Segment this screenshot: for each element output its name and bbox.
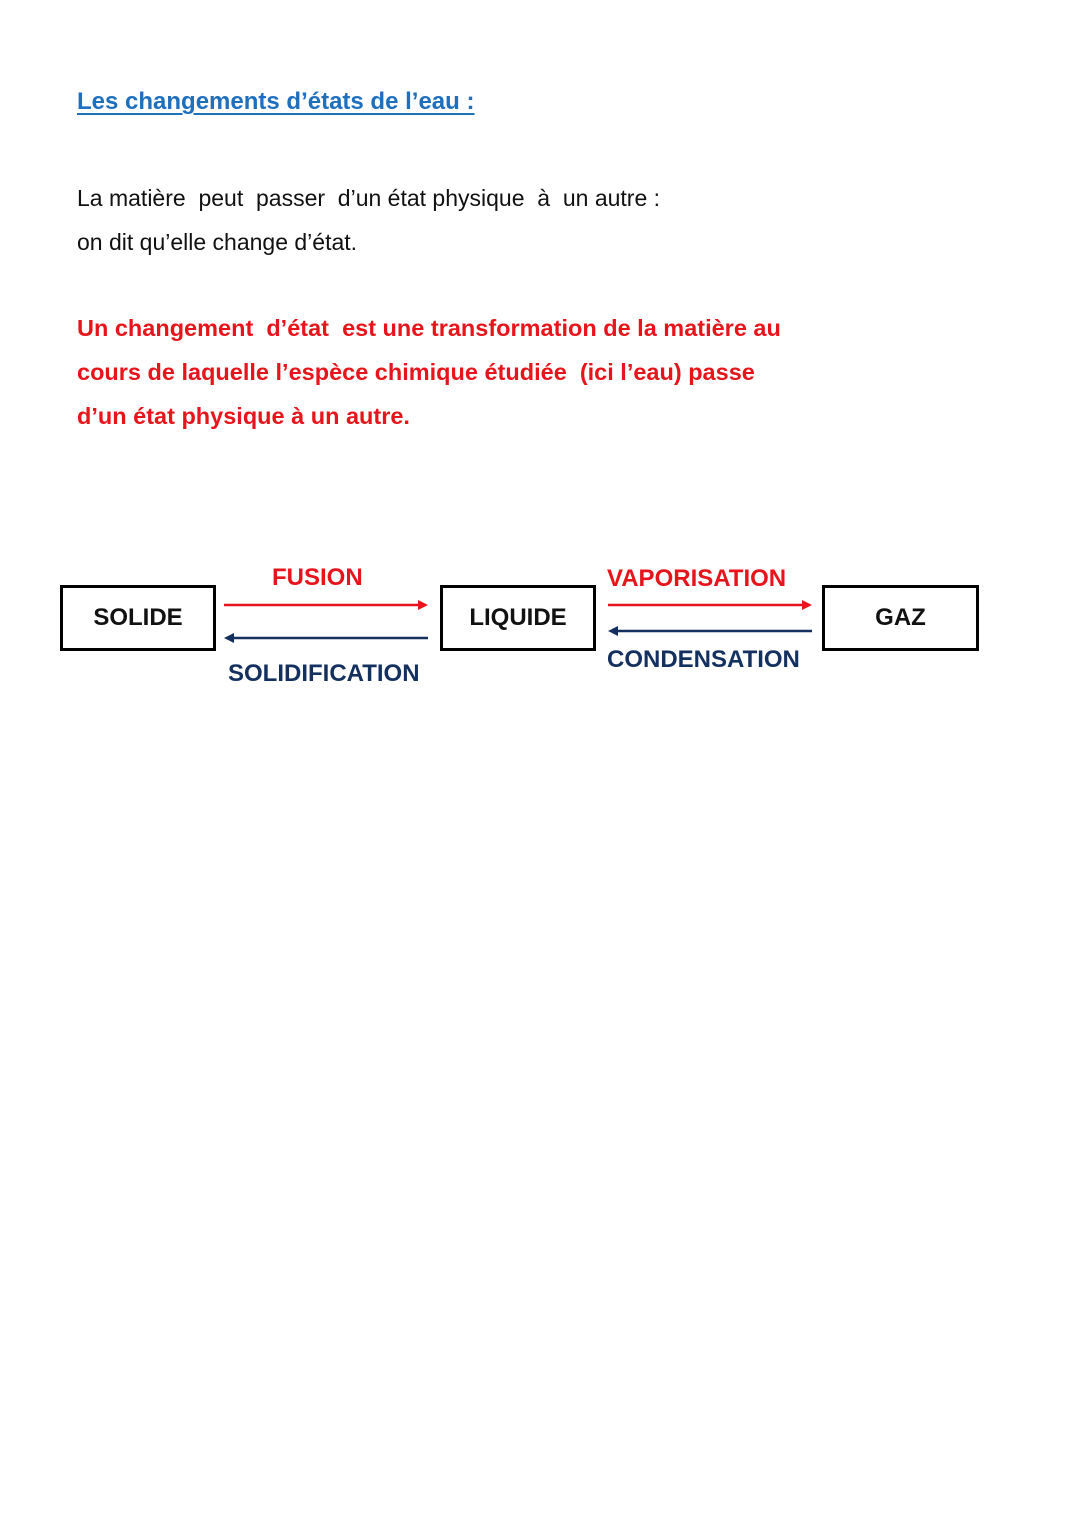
label-condensation: CONDENSATION	[607, 646, 800, 673]
label-fusion: FUSION	[272, 564, 363, 591]
definition-line-2: cours de laquelle l’espèce chimique étudiée (ici l’eau) passe	[77, 359, 755, 385]
arrow-fusion	[224, 600, 428, 610]
definition-paragraph	[77, 306, 781, 438]
definition-line-3: d’un état physique à un autre.	[77, 403, 410, 429]
arrow-vaporisation	[608, 600, 812, 610]
arrow-solidification	[224, 633, 428, 643]
state-box-liquide: LIQUIDE	[440, 585, 596, 651]
intro-line-1: La matière peut passer d’un état physique à un autre :	[77, 185, 661, 211]
arrow-condensation	[608, 626, 812, 636]
label-vaporisation: VAPORISATION	[607, 565, 787, 592]
state-box-gaz: GAZ	[822, 585, 979, 651]
definition-line-1: Un changement d’état est une transformation de la matière au	[77, 315, 781, 341]
page-title: Les changements d’états de l’eau :	[77, 88, 475, 115]
label-solidification: SOLIDIFICATION	[228, 660, 420, 687]
intro-paragraph	[77, 176, 660, 264]
intro-line-2: on dit qu’elle change d’état.	[77, 229, 358, 255]
state-box-solide: SOLIDE	[60, 585, 216, 651]
